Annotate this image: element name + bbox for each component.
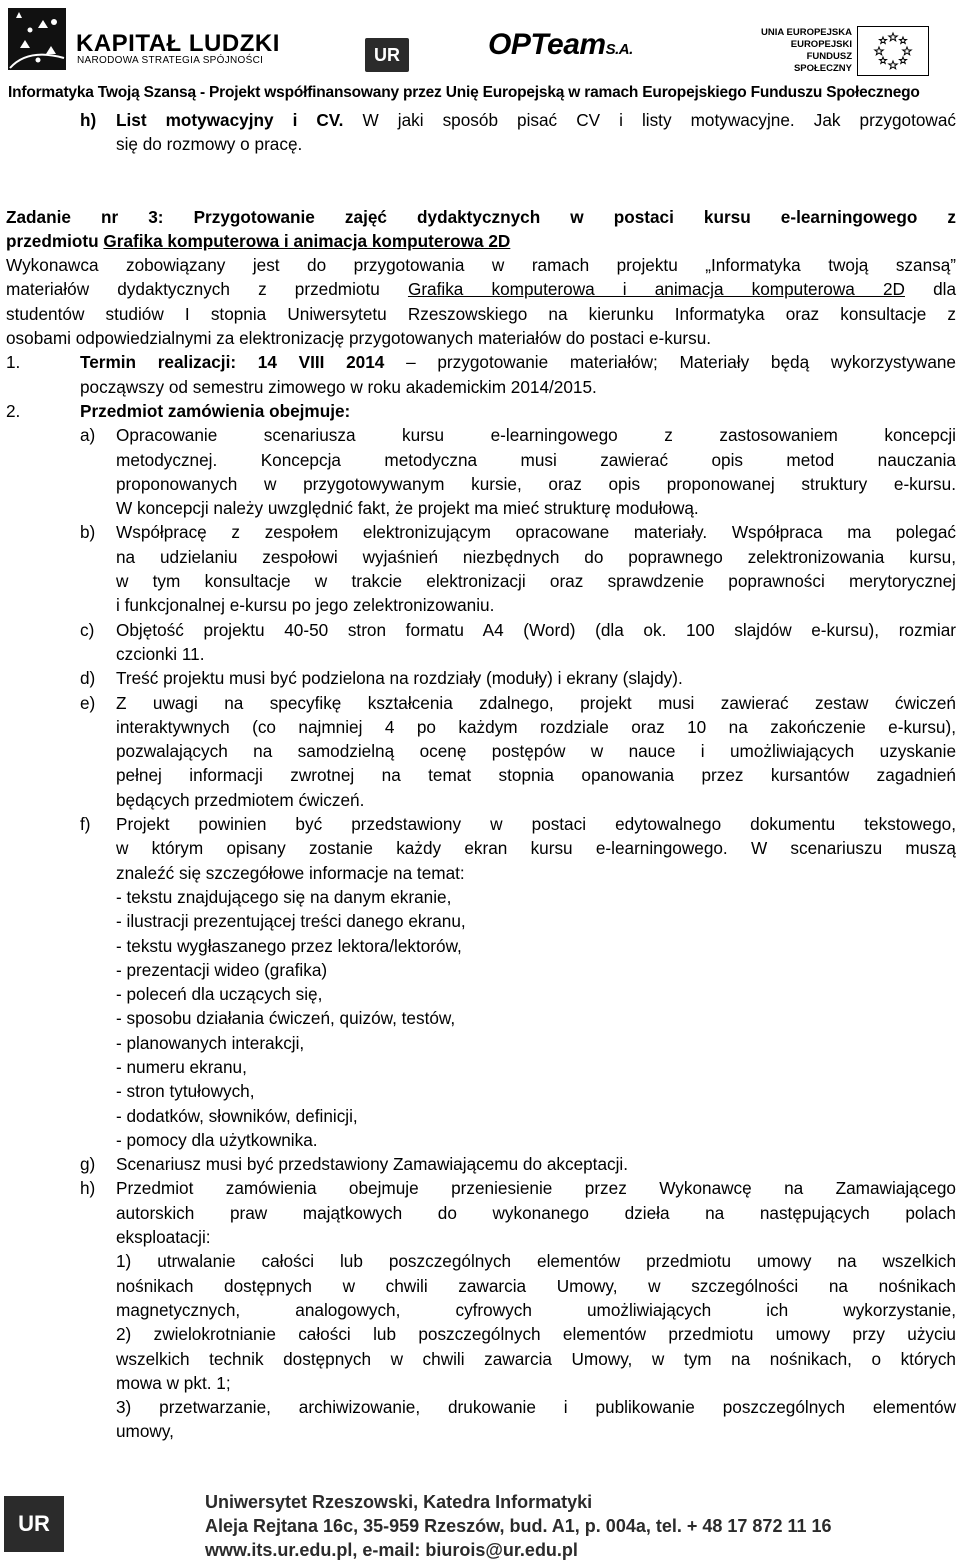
item-f-line xyxy=(0,1006,956,1030)
item-2-bold: Przedmiot zamówienia obejmuje: xyxy=(80,400,351,421)
item-g-line xyxy=(0,1152,956,1176)
item-1-line-1 xyxy=(0,350,956,374)
item-b-line xyxy=(0,569,956,593)
item-f-text: w którym opisany zostanie każdy ekran kursu e-learningowego. W scenariuszu muszą xyxy=(116,838,956,859)
intro-line-2 xyxy=(0,277,956,301)
item-a-text: Opracowanie scenariusza kursu e-learningowego z zastosowaniem koncepcji xyxy=(116,425,956,446)
item-f-line xyxy=(0,982,956,1006)
sub-items-list xyxy=(0,423,956,1443)
h-item-text-1: W jaki sposób pisać CV i listy motywacyjne. Jak przygotować xyxy=(362,110,956,130)
item-h2-text: nośnikach dostępnych w chwili zawarcia Umowy, w szczególności na nośnikach xyxy=(116,1275,956,1296)
item-f-text: znaleźć się szczegółowe informacje na temat: xyxy=(116,862,465,883)
item-a-line xyxy=(0,448,956,472)
item-b-line xyxy=(0,520,956,544)
item-b-text: w tym konsultacje w trakcie elektronizacji oraz sprawdzenie poprawności merytorycznej xyxy=(116,571,956,592)
h-item-line-1 xyxy=(0,108,956,132)
item-b-label: b) xyxy=(80,522,96,543)
item-e-text: pełnej informacji zwrotnej na temat stopnia opanowania przez kursantów zagadnień xyxy=(116,765,956,786)
item-f-text: Projekt powinien być przedstawiony w postaci edytowalnego dokumentu tekstowego, xyxy=(116,814,956,835)
item-f-line xyxy=(0,836,956,860)
item-a-text: metodycznej. Koncepcja metodyczna musi zawierać opis metod nauczania xyxy=(116,449,956,470)
item-c-text: Objętość projektu 40-50 stron formatu A4 (Word) (dla ok. 100 slajdów e-kursu), rozmiar xyxy=(116,619,956,640)
item-h2-text: wszelkich technik dostępnych w chwili zawarcia Umowy, w tym na nośnikach, o których xyxy=(116,1348,956,1369)
item-f-line xyxy=(0,1104,956,1128)
eu-flag-icon xyxy=(857,26,929,76)
task-subject: Grafika komputerowa i animacja komputerowa 2D xyxy=(103,230,511,251)
item-c-text: czcionki 11. xyxy=(116,643,205,664)
item-a-line xyxy=(0,472,956,496)
intro-line-2-post: dla xyxy=(904,279,957,300)
item-f-text: - ilustracji prezentującej treści danego ekranu, xyxy=(116,911,466,932)
item-f-text: - sposobu działania ćwiczeń, quizów, testów, xyxy=(116,1008,456,1029)
item-g-label: g) xyxy=(80,1154,96,1175)
item-b-text: na udzielaniu zespołowi wyjaśnień niezbędnych do poprawnego zelektronizowania kursu, xyxy=(116,546,956,567)
item-f-text: - prezentacji wideo (grafika) xyxy=(116,959,328,980)
footer-line-3: www.its.ur.edu.pl, e-mail: biurois@ur.edu.pl xyxy=(205,1540,578,1560)
item-h2-line xyxy=(0,1322,956,1346)
item-b-text: i funkcjonalnej e-kursu po jego zelektronizowaniu. xyxy=(116,595,495,616)
item-h2-text: autorskich praw majątkowych do wykonanego dzieła na następujących polach xyxy=(116,1202,956,1223)
item-h2-text: mowa w pkt. 1; xyxy=(116,1372,231,1393)
h-item-label: h) xyxy=(80,110,97,130)
item-e-line xyxy=(0,763,956,787)
intro-line-3: studentów studiów I stopnia Uniwersytetu Rzeszowskiego na kierunku Informatyka oraz konsultacje z xyxy=(6,303,956,324)
eu-text xyxy=(752,27,852,75)
item-h2-line xyxy=(0,1298,956,1322)
item-h2-line xyxy=(0,1201,956,1225)
item-h2-line xyxy=(0,1225,956,1249)
item-c-line xyxy=(0,642,956,666)
item-h2-line xyxy=(0,1249,956,1273)
item-1-line-2: począwszy od semestru zimowego w roku akademickim 2014/2015. xyxy=(80,376,597,397)
kapital-ludzki-subtitle: NARODOWA STRATEGIA SPÓJNOŚCI xyxy=(77,55,264,66)
item-b-line xyxy=(0,593,956,617)
item-1-rest: – przygotowanie materiałów; Materiały będą wykorzystywane xyxy=(384,352,956,373)
item-a-label: a) xyxy=(80,425,96,446)
item-e-text: pozwalających na samodzielną ocenę postępów w nauce i umożliwiających uzyskanie xyxy=(116,741,956,762)
item-h2-line xyxy=(0,1274,956,1298)
document-body xyxy=(0,108,956,1444)
item-f-text: - tekstu znajdującego się na danym ekranie, xyxy=(116,886,452,907)
eu-line-3: FUNDUSZ SPOŁECZNY xyxy=(793,51,852,74)
item-f-text: - tekstu wygłaszanego przez lektora/lektorów, xyxy=(116,935,462,956)
item-h2-text: 1) utrwalanie całości lub poszczególnych elementów przedmiotu umowy na wszelkich xyxy=(116,1251,956,1272)
item-2-line xyxy=(0,399,956,423)
item-e-line xyxy=(0,715,956,739)
kapital-ludzki-title: KAPITAŁ LUDZKI xyxy=(76,30,280,57)
header-slogan: Informatyka Twoją Szansą - Projekt współfinansowany przez Unię Europejską w ramach Europejskiego Funduszu Społecznego xyxy=(8,84,920,101)
item-h2-text: umowy, xyxy=(116,1421,174,1442)
item-e-line xyxy=(0,788,956,812)
footer-line-2: Aleja Rejtana 16c, 35-959 Rzeszów, bud. A1, p. 004a, tel. + 48 17 872 11 16 xyxy=(205,1516,832,1536)
kapital-ludzki-emblem-icon xyxy=(8,8,66,70)
item-f-line xyxy=(0,1128,956,1152)
page-footer xyxy=(0,1488,960,1565)
page-header xyxy=(0,0,960,106)
item-f-line xyxy=(0,1079,956,1103)
item-a-line xyxy=(0,423,956,447)
item-1-number: 1. xyxy=(6,352,21,373)
task-heading-line-2 xyxy=(0,229,956,253)
task-heading-pre: przedmiotu xyxy=(6,230,104,251)
eu-line-2: EUROPEJSKI xyxy=(790,39,852,50)
opteam-suffix: S.A. xyxy=(605,41,633,58)
item-f-text: - dodatków, słowników, definicji, xyxy=(116,1105,358,1126)
item-h2-text: eksploatacji: xyxy=(116,1227,211,1248)
item-h2-line xyxy=(0,1371,956,1395)
item-h2-line xyxy=(0,1347,956,1371)
intro-line-4: osobami odpowiedzialnymi za elektronizację przygotowanych materiałów do postaci e-kursu. xyxy=(6,328,712,349)
spacer xyxy=(0,157,956,205)
item-b-text: Współpracę z zespołem elektronizującym opracowane materiały. Współpraca ma polegać xyxy=(116,522,956,543)
item-1-bold: Termin realizacji: 14 VIII 2014 xyxy=(80,352,385,373)
h-item-title: List motywacyjny i CV. xyxy=(116,110,344,130)
item-h2-text: 2) zwielokrotnianie całości lub poszczególnych elementów przedmiotu umowy przy użyciu xyxy=(116,1324,956,1345)
item-h2-label: h) xyxy=(80,1178,96,1199)
item-a-text: W koncepcji należy uwzględnić fakt, że projekt ma mieć strukturę modułową. xyxy=(116,498,699,519)
item-e-text: będących przedmiotem ćwiczeń. xyxy=(116,789,365,810)
opteam-logo xyxy=(488,28,633,62)
intro-line-2-pre: materiałów dydaktycznych z przedmiotu xyxy=(6,279,408,300)
item-d-label: d) xyxy=(80,668,96,689)
task-heading-line-1: Zadanie nr 3: Przygotowanie zajęć dydaktycznych w postaci kursu e-learningowego z xyxy=(6,206,956,227)
item-f-text: - poleceń dla uczących się, xyxy=(116,984,323,1005)
item-e-text: interaktywnych (co najmniej 4 po każdym rozdziale oraz 10 na zakończenie e-kursu), xyxy=(116,716,956,737)
item-a-text: proponowanych w przygotowywanym kursie, oraz opis proponowanej struktury e-kursu. xyxy=(116,473,956,494)
item-c-label: c) xyxy=(80,619,95,640)
item-c-line xyxy=(0,618,956,642)
item-f-label: f) xyxy=(80,814,91,835)
item-e-label: e) xyxy=(80,692,96,713)
item-e-text: Z uwagi na specyfikę kształcenia zdalnego, projekt musi zawierać zestaw ćwiczeń xyxy=(116,692,956,713)
item-f-line xyxy=(0,958,956,982)
intro-subject: Grafika komputerowa i animacja komputerowa 2D xyxy=(407,279,905,300)
item-f-text: - numeru ekranu, xyxy=(116,1056,247,1077)
footer-line-1: Uniwersytet Rzeszowski, Katedra Informatyki xyxy=(205,1492,593,1512)
item-f-text: - planowanych interakcji, xyxy=(116,1032,305,1053)
item-e-line xyxy=(0,691,956,715)
item-b-line xyxy=(0,545,956,569)
item-f-line xyxy=(0,885,956,909)
item-h2-text: Przedmiot zamówienia obejmuje przeniesienie przez Wykonawcę na Zamawiającego xyxy=(116,1178,956,1199)
item-e-line xyxy=(0,739,956,763)
item-h2-text: magnetycznych, analogowych, cyfrowych umożliwiających ich wykorzystanie, xyxy=(116,1299,956,1320)
footer-ur-logo: UR xyxy=(4,1496,64,1552)
item-h2-line xyxy=(0,1419,956,1443)
item-f-line xyxy=(0,812,956,836)
item-d-line xyxy=(0,666,956,690)
item-g-text: Scenariusz musi być przedstawiony Zamawiającemu do akceptacji. xyxy=(116,1154,629,1175)
item-a-line xyxy=(0,496,956,520)
item-h2-line xyxy=(0,1395,956,1419)
intro-line-1: Wykonawca zobowiązany jest do przygotowania w ramach projektu „Informatyka twoją szansą” xyxy=(6,255,956,276)
ur-logo: UR xyxy=(365,38,409,72)
item-2-number: 2. xyxy=(6,400,21,421)
item-f-line xyxy=(0,1031,956,1055)
h-item-text-2: się do rozmowy o pracę. xyxy=(116,134,303,155)
opteam-name: OPTeam xyxy=(488,28,606,61)
item-f-text: - stron tytułowych, xyxy=(116,1081,255,1102)
item-f-line xyxy=(0,1055,956,1079)
item-f-line xyxy=(0,934,956,958)
item-h2-line xyxy=(0,1176,956,1200)
footer-contact xyxy=(205,1490,832,1562)
item-h2-text: 3) przetwarzanie, archiwizowanie, drukowanie i publikowanie poszczególnych elementów xyxy=(116,1397,956,1418)
item-f-line xyxy=(0,909,956,933)
item-d-text: Treść projektu musi być podzielona na rozdziały (moduły) i ekrany (slajdy). xyxy=(116,668,683,689)
eu-line-1: UNIA EUROPEJSKA xyxy=(761,27,852,38)
item-f-text: - pomocy dla użytkownika. xyxy=(116,1129,318,1150)
item-f-line xyxy=(0,861,956,885)
